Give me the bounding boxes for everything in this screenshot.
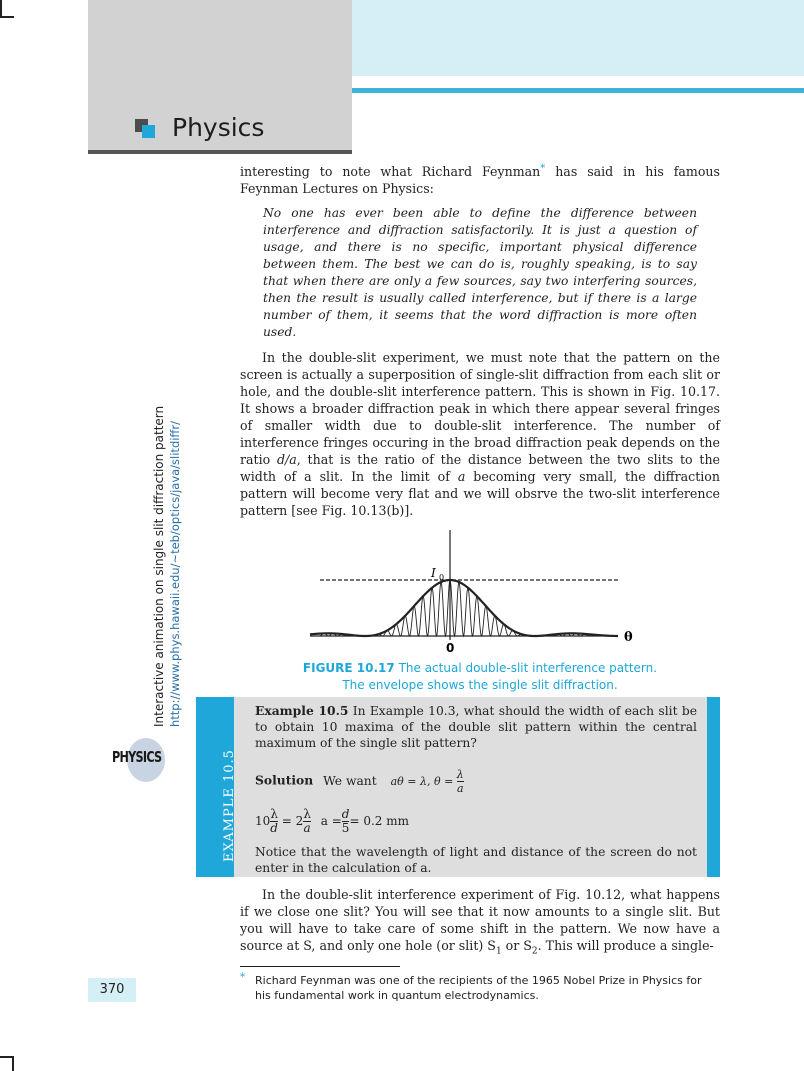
- quote: No one has ever been able to define the difference between interference and diffraction satisfactorily. It is just a question of usage, and there is no specific, important physical difference between them. The best we can do is, roughly speaking, is to say that when there are only a few sources, say two interfering sources, then the result is usually called interference, but if there is a large number of them, it seems that the word diffraction is more often used.: [263, 206, 697, 339]
- equation-text: = 0.2 mm: [349, 814, 409, 828]
- physics-logo: PHYSICS: [112, 748, 162, 766]
- equation-text: = 2: [281, 814, 304, 828]
- equation-text: 10: [255, 814, 271, 828]
- sidebar-note: [152, 406, 182, 727]
- text: . This will produce a single-: [537, 938, 714, 953]
- text: or S: [501, 938, 532, 953]
- equation: [390, 768, 464, 795]
- square-icon: [142, 125, 155, 138]
- origin-label: 0: [446, 641, 455, 655]
- solution-label: Solution: [255, 772, 314, 788]
- example-question: [255, 703, 697, 751]
- subscript: 2: [531, 946, 538, 957]
- fraction: [303, 808, 311, 835]
- sidebar-link[interactable]: http://www.phys.hawaii.edu/~teb/optics/java/slitdiffr/: [168, 421, 182, 727]
- sidebar-text: Interactive animation on single slit diffraction pattern: [152, 405, 166, 727]
- subscript: 1: [495, 946, 502, 957]
- footnote-rule: [240, 966, 400, 967]
- paragraph: [240, 349, 720, 519]
- footnote-marker: *: [540, 163, 546, 174]
- crop-mark: [0, 16, 14, 18]
- diffraction-envelope: [310, 580, 618, 636]
- numerator: d: [341, 807, 350, 821]
- numerator: λ: [456, 768, 464, 781]
- paragraph: [240, 886, 720, 961]
- equation-text: a =: [320, 814, 342, 828]
- header-underline: [88, 150, 352, 154]
- denominator: d: [270, 821, 278, 835]
- text: We want: [323, 773, 377, 788]
- fraction: [270, 808, 278, 835]
- math-symbol: a: [457, 469, 466, 484]
- theta-label: θ: [624, 630, 633, 645]
- i0-label: I: [431, 566, 436, 580]
- denominator: 5: [341, 821, 350, 835]
- i0-subscript: 0: [439, 573, 445, 582]
- text: In the double-slit interference experiment of Fig. 10.12, what happens if we close one slit? You will see that it now amounts to a single slit. But you will have to take care of some shift in the pattern. We now have a source at S, and only one hole (or slit) S: [240, 887, 720, 953]
- figure-caption: [240, 660, 720, 694]
- denominator: a: [303, 821, 311, 835]
- denominator: a: [457, 782, 464, 795]
- figure-number: FIGURE 10.17: [302, 661, 395, 675]
- example-heading: Example 10.5: [255, 703, 349, 718]
- solution-line: [255, 768, 464, 795]
- footnote: Richard Feynman was one of the recipients of the 1965 Nobel Prize in Physics for his fundamental work in quantum electrodynamics.: [255, 974, 702, 1002]
- example-tab-label: EXAMPLE 10.5: [222, 749, 237, 862]
- numerator: λ: [303, 807, 311, 821]
- crop-mark: [12, 1056, 14, 1071]
- math-ratio: d/a: [276, 452, 297, 467]
- interference-fringes: [320, 580, 600, 636]
- caption-text: The envelope shows the single slit diffraction.: [342, 678, 618, 692]
- equation-text: aθ = λ, θ =: [390, 774, 454, 788]
- page-number: 370: [99, 982, 125, 997]
- diffraction-figure: [300, 530, 640, 660]
- header-rule: [352, 88, 804, 93]
- text: , that is the ratio of the distance between the two slits to the width of a slit. In the limit of: [240, 452, 721, 484]
- chapter-title: Physics: [172, 113, 265, 142]
- caption-text: The actual double-slit interference pattern.: [394, 661, 658, 675]
- text: In Example 10.3, what should the width of each slit be to obtain 10 maxima of the double slit pattern within the central maximum of the single slit pattern?: [255, 704, 697, 750]
- header-band: [352, 0, 804, 76]
- text: interesting to note what Richard Feynman: [240, 164, 541, 180]
- fraction: [457, 768, 464, 795]
- paragraph: [240, 160, 720, 197]
- text: has said in his famous Feynman Lectures on Physics:: [240, 164, 720, 197]
- text: In the double-slit experiment, we must note that the pattern on the screen is actually a superposition of single-slit diffraction from each slit or hole, and the double-slit interference pattern. This is shown in Fig. 10.17. It shows a broader diffraction peak in which there appear several fringes of smaller width due to double-slit interference. The number of interference fringes occuring in the broad diffraction peak depends on the ratio: [240, 350, 720, 467]
- equation-line: [255, 808, 409, 835]
- footnote-marker: *: [240, 972, 245, 983]
- example-side-bar: [707, 697, 720, 877]
- text: becoming very small, the diffraction pattern will become very flat and we will obsrve the two-slit interference pattern [see Fig. 10.13(b)].: [240, 469, 720, 518]
- example-note: Notice that the wavelength of light and distance of the screen do not enter in the calculation of a.: [255, 845, 697, 875]
- numerator: λ: [270, 807, 278, 821]
